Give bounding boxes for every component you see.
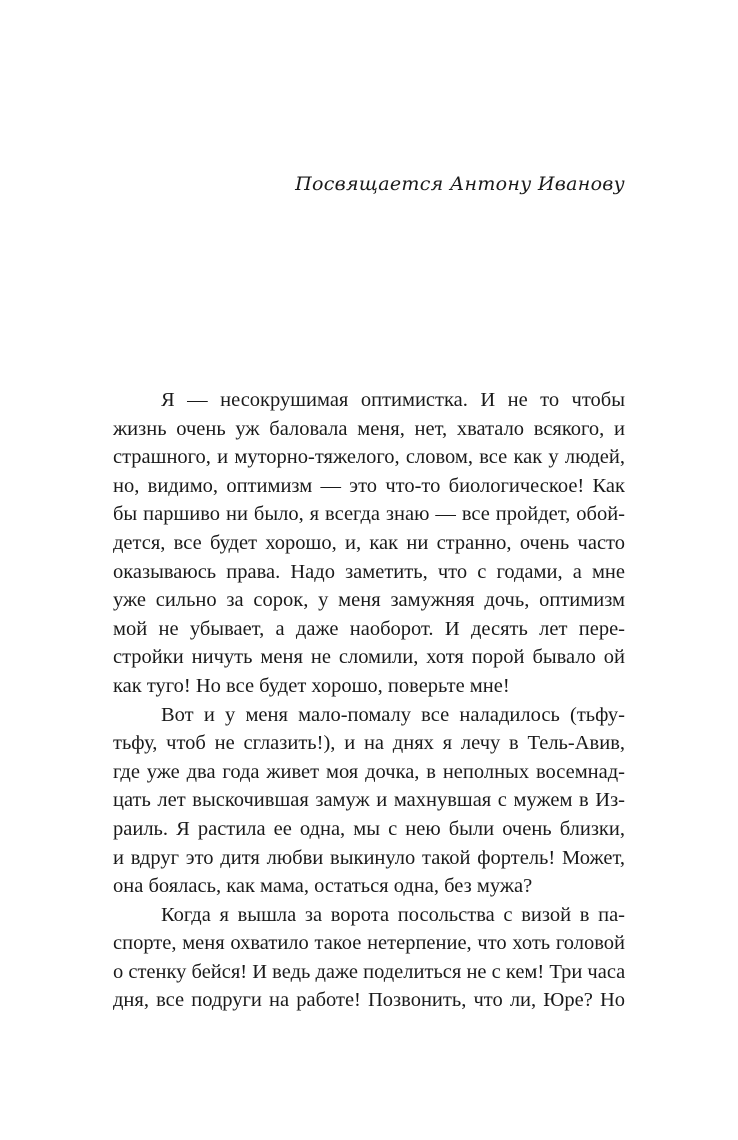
text-line: она боялась, как мама, остаться одна, без мужа? — [113, 875, 533, 898]
body-text — [113, 386, 625, 1015]
text-line: оказываюсь права. Надо заметить, что с годами, а мне — [113, 560, 625, 583]
text-line: где уже два года живет моя дочка, в неполных восемнад- — [113, 760, 625, 783]
text-line: цать лет выскочившая замуж и махнувшая с мужем в Из- — [113, 789, 625, 812]
text-line: о стенку бейся! И ведь даже поделиться не с кем! Три часа — [113, 960, 626, 983]
text-line: страшного, и муторно-тяжелого, словом, все как у людей, — [113, 446, 625, 469]
text-line: но, видимо, оптимизм — это что-то биологическое! Как — [113, 474, 625, 497]
text-line: тьфу, чтоб не сглазить!), и на днях я лечу в Тель-Авив, — [113, 732, 625, 755]
text-line: жизнь очень уж баловала меня, нет, хватало всякого, и — [113, 417, 625, 440]
text-line: Вот и у меня мало-помалу все наладилось (тьфу- — [161, 703, 625, 726]
text-line: стройки ничуть меня не сломили, хотя порой бывало ой — [113, 646, 625, 669]
text-line: бы паршиво ни было, я всегда знаю — все пройдет, обой- — [113, 503, 625, 526]
text-line: спорте, меня охватило такое нетерпение, что хоть головой — [113, 932, 625, 955]
text-line: дня, все подруги на работе! Позвонить, что ли, Юре? Но — [113, 989, 625, 1012]
text-line: Когда я вышла за ворота посольства с визой в па- — [161, 903, 625, 926]
text-line: раиль. Я растила ее одна, мы с нею были очень близки, — [113, 817, 625, 840]
text-line: Я — несокрушимая оптимистка. И не то чтобы — [161, 389, 625, 411]
dedication: Посвящается Антону Иванову — [295, 173, 625, 195]
text-line: дется, все будет хорошо, и, как ни странно, очень часто — [113, 531, 625, 554]
text-line: мой не убывает, а даже наоборот. И десять лет пере- — [113, 617, 625, 640]
text-line: и вдруг это дитя любви выкинуло такой фортель! Может, — [113, 846, 625, 869]
text-line: как туго! Но все будет хорошо, поверьте мне! — [113, 674, 510, 697]
text-line: уже сильно за сорок, у меня замужняя дочь, оптимизм — [113, 589, 625, 612]
